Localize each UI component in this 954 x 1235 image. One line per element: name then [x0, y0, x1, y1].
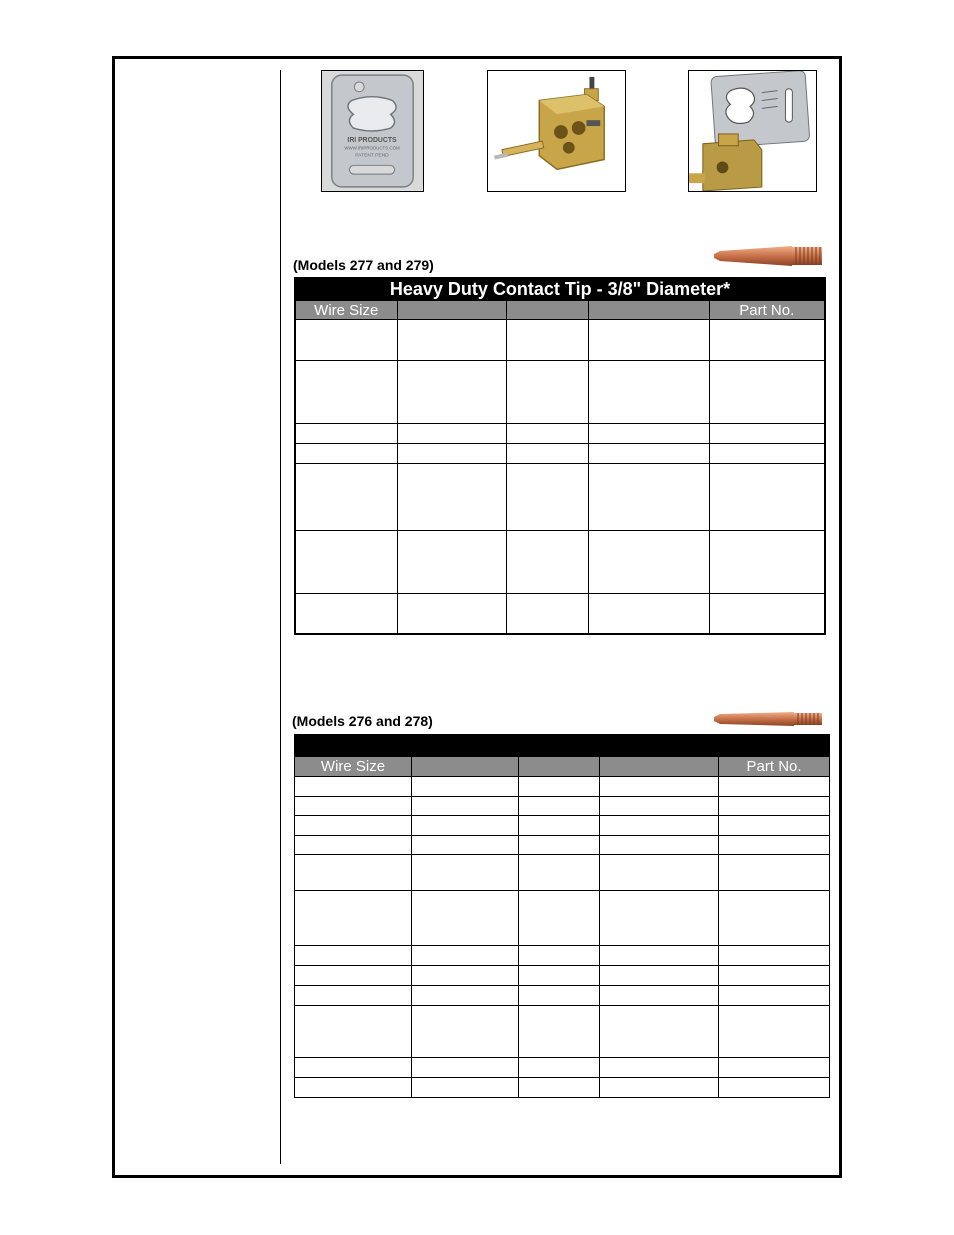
- section1-table-body: [295, 320, 825, 634]
- section2-table-body: [295, 777, 830, 1098]
- section1-cell: [397, 424, 506, 444]
- section2-cell: [295, 836, 412, 855]
- table-row: [295, 855, 830, 891]
- table-row: [295, 444, 825, 464]
- section1-header-col3: [506, 301, 588, 320]
- section1-cell: [506, 464, 588, 531]
- section2-cell: [519, 1006, 600, 1058]
- section2-table-title: [295, 735, 830, 757]
- section1-cell: [709, 464, 825, 531]
- standard-contact-tip-image: [712, 706, 824, 732]
- section2-cell: [600, 777, 719, 797]
- table-row: [295, 1006, 830, 1058]
- section2-cell: [295, 797, 412, 816]
- table-row: [295, 777, 830, 797]
- section2-cell: [719, 777, 830, 797]
- table-row: [295, 464, 825, 531]
- section2-cell: [295, 946, 412, 966]
- table-row: [295, 1058, 830, 1078]
- section1-cell: [709, 444, 825, 464]
- section2-cell: [519, 1078, 600, 1098]
- section1-header-part-no: Part No.: [709, 301, 825, 320]
- section2-cell: [600, 891, 719, 946]
- brass-block-photo: [487, 70, 626, 192]
- section2-cell: [519, 797, 600, 816]
- section2-cell: [412, 836, 519, 855]
- section2-cell: [719, 986, 830, 1006]
- section2-cell: [600, 966, 719, 986]
- section2-cell: [295, 777, 412, 797]
- section2-cell: [295, 891, 412, 946]
- section2-cell: [412, 986, 519, 1006]
- section1-header-wire-size: Wire Size: [295, 301, 397, 320]
- table-row: [295, 1078, 830, 1098]
- section2-cell: [412, 1058, 519, 1078]
- section2-cell: [519, 891, 600, 946]
- section1-cell: [709, 594, 825, 634]
- section2-cell: [719, 1058, 830, 1078]
- section1-cell: [709, 320, 825, 361]
- section1-cell: [397, 594, 506, 634]
- section1-cell: [588, 594, 709, 634]
- section1-cell: [588, 531, 709, 594]
- section2-cell: [600, 986, 719, 1006]
- section1-cell: [709, 531, 825, 594]
- section2-cell: [719, 816, 830, 836]
- section2-header-part-no: Part No.: [719, 757, 830, 777]
- section1-cell: [588, 361, 709, 424]
- section1-cell: [295, 464, 397, 531]
- section2-cell: [412, 797, 519, 816]
- section2-cell: [412, 946, 519, 966]
- gauge-plate-photo: [321, 70, 424, 192]
- section1-header-col4: [588, 301, 709, 320]
- section2-header-wire-size: Wire Size: [295, 757, 412, 777]
- section1-cell: [588, 424, 709, 444]
- section1-cell: [295, 424, 397, 444]
- section2-cell: [519, 1058, 600, 1078]
- section2-cell: [412, 777, 519, 797]
- section2-header-col3: [519, 757, 600, 777]
- section2-cell: [412, 891, 519, 946]
- section1-cell: [588, 464, 709, 531]
- table-row: [295, 891, 830, 946]
- section2-cell: [600, 1078, 719, 1098]
- section1-cell: [295, 320, 397, 361]
- section1-cell: [397, 320, 506, 361]
- table-row: [295, 986, 830, 1006]
- gauge-engraving-line-2: WWW.IRIPRODUCTS.COM: [344, 145, 400, 151]
- table-row: [295, 594, 825, 634]
- section2-cell: [412, 966, 519, 986]
- section2-header-col2: [412, 757, 519, 777]
- section2-cell: [295, 855, 412, 891]
- section1-cell: [588, 444, 709, 464]
- section2-cell: [719, 855, 830, 891]
- section2-cell: [600, 816, 719, 836]
- section1-cell: [709, 361, 825, 424]
- section2-cell: [519, 816, 600, 836]
- section2-models-label: (Models 276 and 278): [292, 713, 433, 729]
- section1-cell: [588, 320, 709, 361]
- table-row: [295, 966, 830, 986]
- table-row: [295, 836, 830, 855]
- section1-cell: [709, 424, 825, 444]
- section1-cell: [295, 444, 397, 464]
- column-divider: [280, 70, 281, 1164]
- section1-cell: [506, 361, 588, 424]
- section2-cell: [719, 966, 830, 986]
- section2-cell: [519, 855, 600, 891]
- section2-cell: [600, 1058, 719, 1078]
- section2-cell: [295, 816, 412, 836]
- table-row: [295, 320, 825, 361]
- section2-cell: [719, 797, 830, 816]
- table-row: [295, 424, 825, 444]
- section2-cell: [600, 1006, 719, 1058]
- section2-cell: [295, 1078, 412, 1098]
- section2-cell: [600, 855, 719, 891]
- section1-cell: [295, 531, 397, 594]
- section2-cell: [600, 946, 719, 966]
- section1-cell: [506, 531, 588, 594]
- table-row: [295, 797, 830, 816]
- section2-cell: [600, 836, 719, 855]
- section1-cell: [295, 594, 397, 634]
- section1-cell: [506, 444, 588, 464]
- section1-header-col2: [397, 301, 506, 320]
- section1-cell: [506, 594, 588, 634]
- gauge-engraving-line-3: PATENT PEND: [355, 153, 389, 159]
- section2-cell: [295, 1006, 412, 1058]
- gauge-engraving-line-1: IRI PRODUCTS: [347, 136, 397, 144]
- section1-cell: [397, 444, 506, 464]
- section2-cell: [412, 1078, 519, 1098]
- section1-cell: [506, 424, 588, 444]
- section2-cell: [295, 986, 412, 1006]
- section2-cell: [519, 836, 600, 855]
- section2-cell: [295, 1058, 412, 1078]
- section2-cell: [600, 797, 719, 816]
- section1-table-title: Heavy Duty Contact Tip - 3/8" Diameter*: [295, 278, 825, 301]
- section1-cell: [397, 531, 506, 594]
- section2-cell: [519, 966, 600, 986]
- table-row: [295, 816, 830, 836]
- table-row: [295, 946, 830, 966]
- section2-cell: [719, 1078, 830, 1098]
- table-row: [295, 361, 825, 424]
- standard-contact-tip-table: [294, 734, 830, 1098]
- section2-cell: [412, 1006, 519, 1058]
- heavy-duty-contact-tip-image: [712, 240, 824, 272]
- section2-cell: [295, 966, 412, 986]
- heavy-duty-contact-tip-table: [294, 277, 826, 635]
- section2-cell: [412, 855, 519, 891]
- section2-cell: [719, 1006, 830, 1058]
- section1-cell: [397, 361, 506, 424]
- table-row: [295, 531, 825, 594]
- section2-cell: [719, 891, 830, 946]
- section2-header-col4: [600, 757, 719, 777]
- gauge-on-block-photo: [688, 70, 817, 192]
- section2-cell: [412, 816, 519, 836]
- section2-cell: [719, 946, 830, 966]
- section1-models-label: (Models 277 and 279): [293, 257, 434, 273]
- section1-cell: [506, 320, 588, 361]
- section2-cell: [519, 946, 600, 966]
- section2-cell: [719, 836, 830, 855]
- section2-cell: [519, 986, 600, 1006]
- section2-cell: [519, 777, 600, 797]
- section1-cell: [295, 361, 397, 424]
- section1-cell: [397, 464, 506, 531]
